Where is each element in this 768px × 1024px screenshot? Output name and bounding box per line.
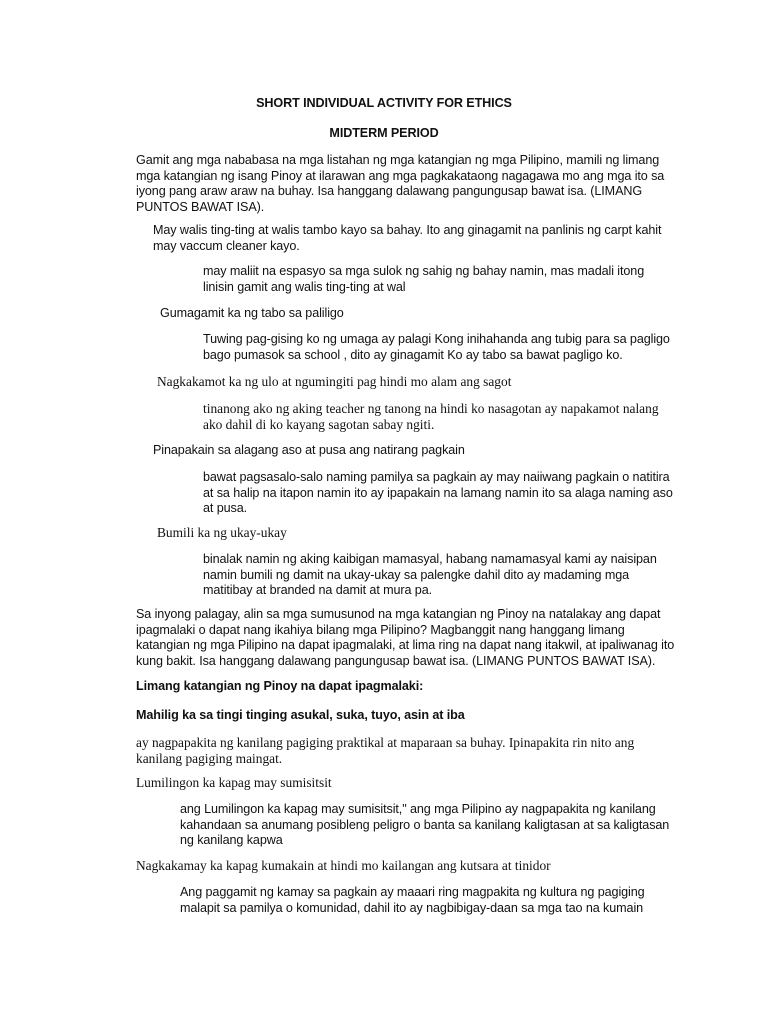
part1-answer-2: Tuwing pag-gising ko ng umaga ay palagi Kong inihahanda ang tubig para sa pagligo bago pumasok sa school , dito ay ginagamit Ko ay tabo sa bawat pagligo ko. xyxy=(203,332,670,362)
part2-instructions: Sa inyong palagay, alin sa mga sumusunod na mga katangian ng Pinoy na natalakay ang dapat ipagmalaki o dapat nang ikahiya bilang mga Pilipino? Magbanggit nang hanggang limang katangian ng mga Pilipino na dapat ipagmalaki, at lima ring na dapat nang itakwil, at ipaliwanag ito kung bakit. Isa hanggang dalawang pangungusap bawat isa. (LIMANG PUNTOS BAWAT ISA). xyxy=(136,607,675,668)
part1-trait-1: May walis ting-ting at walis tambo kayo sa bahay. Ito ang ginagamit na panlinis ng carpt kahit may vaccum cleaner kayo. xyxy=(153,223,662,253)
part2-answer-1: ay nagpapakita ng kanilang pagiging praktikal at maparaan sa buhay. Ipinapakita rin nito ang kanilang pagiging maingat. xyxy=(136,735,635,766)
document-title: SHORT INDIVIDUAL ACTIVITY FOR ETHICS xyxy=(256,96,512,110)
document-subtitle: MIDTERM PERIOD xyxy=(329,126,439,140)
part2-answer-3: Ang paggamit ng kamay sa pagkain ay maaari ring magpakita ng kultura ng pagiging malapit sa pamilya o komunidad, dahil ito ay nagbibigay-daan sa mga tao na kumain xyxy=(180,885,645,915)
part1-answer-4: bawat pagsasalo-salo naming pamilya sa pagkain ay may naiiwang pagkain o natitira at sa halip na itapon namin ito ay ipapakain na lamang namin ito sa alaga naming aso at pusa. xyxy=(203,470,673,515)
part1-trait-4: Pinapakain sa alagang aso at pusa ang natirang pagkain xyxy=(153,443,465,457)
part1-answer-3: tinanong ako ng aking teacher ng tanong na hindi ko nasagotan ay napakamot nalang ako dahil di ko kayang sagotan sabay ngiti. xyxy=(203,401,659,432)
part1-trait-5: Bumili ka ng ukay-ukay xyxy=(157,525,287,540)
part2-trait-3: Nagkakamay ka kapag kumakain at hindi mo kailangan ang kutsara at tinidor xyxy=(136,858,551,873)
part1-trait-2: Gumagamit ka ng tabo sa paliligo xyxy=(160,306,344,320)
part2-trait-2: Lumilingon ka kapag may sumisitsit xyxy=(136,775,332,790)
part2-answer-2: ang Lumilingon ka kapag may sumisitsit," ang mga Pilipino ay nagpapakita ng kanilang kahandaan sa anumang posibleng peligro o banta sa kanilang kaligtasan at sa kaligtasan ng kanilang kapwa xyxy=(180,802,670,847)
part1-answer-5: binalak namin ng aking kaibigan mamasyal, habang namamasyal kami ay naisipan namin bumili ng damit na ukay-ukay sa palengke dahil dito ay madaming mga matitibay at branded na damit at mura pa. xyxy=(203,552,657,597)
part1-trait-3: Nagkakamot ka ng ulo at ngumingiti pag hindi mo alam ang sagot xyxy=(157,374,512,389)
part2-trait-1: Mahilig ka sa tingi tinging asukal, suka, tuyo, asin at iba xyxy=(136,708,465,722)
part2-heading: Limang katangian ng Pinoy na dapat ipagmalaki: xyxy=(136,679,424,693)
part1-answer-1: may maliit na espasyo sa mga sulok ng sahig ng bahay namin, mas madali itong linisin gamit ang walis ting-ting at wal xyxy=(203,264,645,294)
part1-instructions: Gamit ang mga nababasa na mga listahan ng mga katangian ng mga Pilipino, mamili ng limang mga katangian ng isang Pinoy at ilarawan ang mga pagkakataong nagagawa mo ang mga ito sa iyong pang araw araw na buhay. Isa hanggang dalawang pangungusap bawat isa. (LIMANG PUNTOS BAWAT ISA). xyxy=(136,153,665,214)
